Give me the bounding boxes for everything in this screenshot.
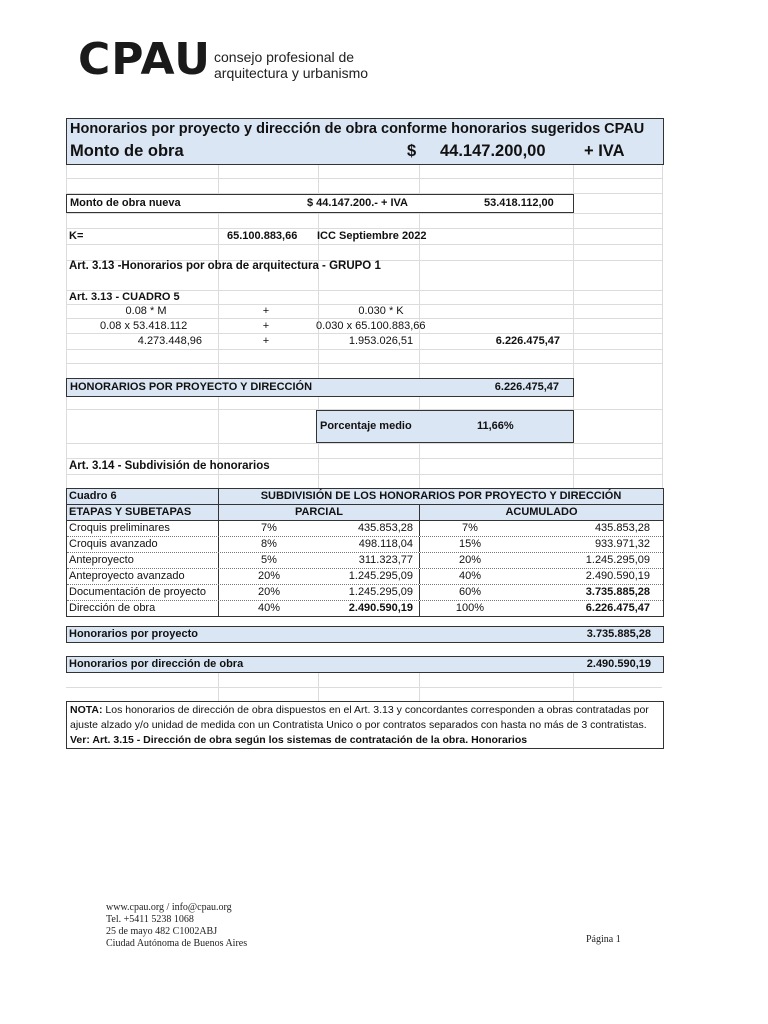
acumulado-pct: 100% bbox=[455, 602, 485, 614]
col-parcial: PARCIAL bbox=[294, 506, 344, 518]
porcentaje-label: Porcentaje medio bbox=[320, 420, 412, 432]
footer-phone: Tel. +5411 5238 1068 bbox=[106, 914, 194, 925]
honorarios-total-label: HONORARIOS POR PROYECTO Y DIRECCIÓN bbox=[70, 381, 313, 393]
hon-direccion-row bbox=[66, 656, 664, 673]
logo-tagline bbox=[214, 49, 368, 81]
acumulado-value: 2.490.590,19 bbox=[585, 570, 650, 582]
acumulado-pct: 60% bbox=[458, 586, 482, 598]
footer-city: Ciudad Autónoma de Buenos Aires bbox=[106, 938, 248, 949]
hon-direccion-value: 2.490.590,19 bbox=[586, 658, 651, 670]
k-value: 65.100.883,66 bbox=[227, 230, 298, 242]
acumulado-value: 1.245.295,09 bbox=[585, 554, 650, 566]
cuadro6-subtitle: SUBDIVISIÓN DE LOS HONORARIOS POR PROYECTO Y DIRECCIÓN bbox=[260, 490, 622, 502]
parcial-value: 1.245.295,09 bbox=[348, 586, 413, 598]
art313-cuadro: Art. 3.13 - CUADRO 5 bbox=[69, 291, 180, 303]
formula2-a: 0.08 x 53.418.112 bbox=[100, 320, 188, 332]
currency-symbol: $ bbox=[407, 142, 417, 160]
nota-text: Los honorarios de dirección de obra dispuestos en el Art. 3.13 y concordantes corresponden a obras contratadas por ajuste alzado y/o unidad de medida con un Contratista Unico o por contratos separados con hasta no más de 3 contratistas. bbox=[70, 704, 649, 731]
cuadro6-table bbox=[66, 488, 664, 617]
porcentaje-medio-box bbox=[316, 410, 574, 443]
cuadro6-title-row bbox=[67, 489, 663, 505]
table-row bbox=[67, 569, 663, 585]
monto-value: 44.147.200,00 bbox=[440, 142, 546, 160]
parcial-pct: 40% bbox=[257, 602, 281, 614]
nota-ref: Ver: Art. 3.15 - Dirección de obra según los sistemas de contratación de la obra. Honorarios bbox=[70, 734, 528, 746]
footer-contact bbox=[106, 902, 247, 950]
stage-name: Dirección de obra bbox=[69, 602, 156, 614]
cpau-logo bbox=[78, 34, 211, 85]
stage-name: Anteproyecto avanzado bbox=[69, 570, 185, 582]
parcial-value: 311.323,77 bbox=[358, 554, 413, 566]
cpau-wordmark: CPAU bbox=[78, 34, 211, 85]
formula3-op: + bbox=[262, 335, 270, 347]
table-row bbox=[67, 601, 663, 616]
formula1-a: 0.08 * M bbox=[125, 305, 167, 317]
formula3-a: 4.273.448,96 bbox=[137, 335, 202, 347]
cuadro6-body bbox=[67, 521, 663, 616]
title-block bbox=[66, 118, 664, 165]
acumulado-pct: 20% bbox=[458, 554, 482, 566]
tagline-line-1: consejo profesional de bbox=[214, 49, 355, 65]
acumulado-pct: 40% bbox=[458, 570, 482, 582]
document-title: Honorarios por proyecto y dirección de obra conforme honorarios sugeridos CPAU bbox=[70, 121, 645, 137]
k-note: ICC Septiembre 2022 bbox=[317, 230, 427, 242]
page-number: Página 1 bbox=[586, 934, 621, 945]
honorarios-total-row bbox=[66, 378, 574, 397]
hon-direccion-label: Honorarios por dirección de obra bbox=[69, 658, 244, 670]
stage-name: Anteproyecto bbox=[69, 554, 134, 566]
monto-label: Monto de obra bbox=[70, 142, 184, 160]
parcial-pct: 20% bbox=[257, 570, 281, 582]
nota-box bbox=[66, 701, 664, 749]
hon-proyecto-row bbox=[66, 626, 664, 643]
acumulado-value: 6.226.475,47 bbox=[585, 602, 650, 614]
monto-nueva-row bbox=[66, 194, 574, 213]
formula2-op: + bbox=[262, 320, 270, 332]
footer-web: www.cpau.org / info@cpau.org bbox=[106, 902, 232, 913]
monto-nueva-label: Monto de obra nueva bbox=[70, 197, 181, 209]
stage-name: Documentación de proyecto bbox=[69, 586, 206, 598]
honorarios-total-value: 6.226.475,47 bbox=[494, 381, 559, 393]
parcial-pct: 7% bbox=[261, 522, 277, 534]
table-row bbox=[67, 537, 663, 553]
table-row bbox=[67, 553, 663, 569]
parcial-pct: 8% bbox=[261, 538, 277, 550]
cuadro6-header-row bbox=[67, 505, 663, 521]
table-row bbox=[67, 521, 663, 537]
acumulado-pct: 7% bbox=[462, 522, 478, 534]
parcial-value: 435.853,28 bbox=[357, 522, 413, 534]
parcial-pct: 5% bbox=[261, 554, 277, 566]
porcentaje-value: 11,66% bbox=[477, 420, 514, 432]
col-etapas: ETAPAS Y SUBETAPAS bbox=[69, 506, 192, 518]
art313-heading: Art. 3.13 -Honorarios por obra de arquitectura - GRUPO 1 bbox=[69, 260, 381, 272]
hon-proyecto-value: 3.735.885,28 bbox=[586, 628, 651, 640]
spreadsheet bbox=[66, 118, 664, 758]
cuadro6-title: Cuadro 6 bbox=[69, 490, 117, 502]
parcial-value: 1.245.295,09 bbox=[348, 570, 413, 582]
stage-name: Croquis preliminares bbox=[69, 522, 170, 534]
formula3-total: 6.226.475,47 bbox=[495, 335, 560, 347]
art314-heading: Art. 3.14 - Subdivisión de honorarios bbox=[69, 460, 270, 472]
acumulado-value: 435.853,28 bbox=[594, 522, 650, 534]
parcial-value: 498.118,04 bbox=[358, 538, 413, 550]
iva-label: + IVA bbox=[584, 142, 625, 160]
footer-address: 25 de mayo 482 C1002ABJ bbox=[106, 926, 218, 937]
acumulado-value: 933.971,32 bbox=[594, 538, 650, 550]
tagline-line-2: arquitectura y urbanismo bbox=[214, 65, 369, 81]
formula3-b: 1.953.026,51 bbox=[348, 335, 414, 347]
acumulado-pct: 15% bbox=[458, 538, 482, 550]
monto-nueva-total: 53.418.112,00 bbox=[484, 197, 554, 209]
hon-proyecto-label: Honorarios por proyecto bbox=[69, 628, 198, 640]
table-row bbox=[67, 585, 663, 601]
parcial-pct: 20% bbox=[257, 586, 281, 598]
formula1-b: 0.030 * K bbox=[358, 305, 404, 317]
formula2-b: 0.030 x 65.100.883,66 bbox=[316, 320, 426, 332]
formula1-op: + bbox=[262, 305, 270, 317]
nota-prefix: NOTA: bbox=[70, 704, 103, 716]
acumulado-value: 3.735.885,28 bbox=[585, 586, 650, 598]
stage-name: Croquis avanzado bbox=[69, 538, 158, 550]
monto-nueva-value: $ 44.147.200.- + IVA bbox=[307, 197, 409, 209]
parcial-value: 2.490.590,19 bbox=[348, 602, 413, 614]
col-acumulado: ACUMULADO bbox=[505, 506, 578, 518]
k-label: K= bbox=[69, 230, 84, 242]
